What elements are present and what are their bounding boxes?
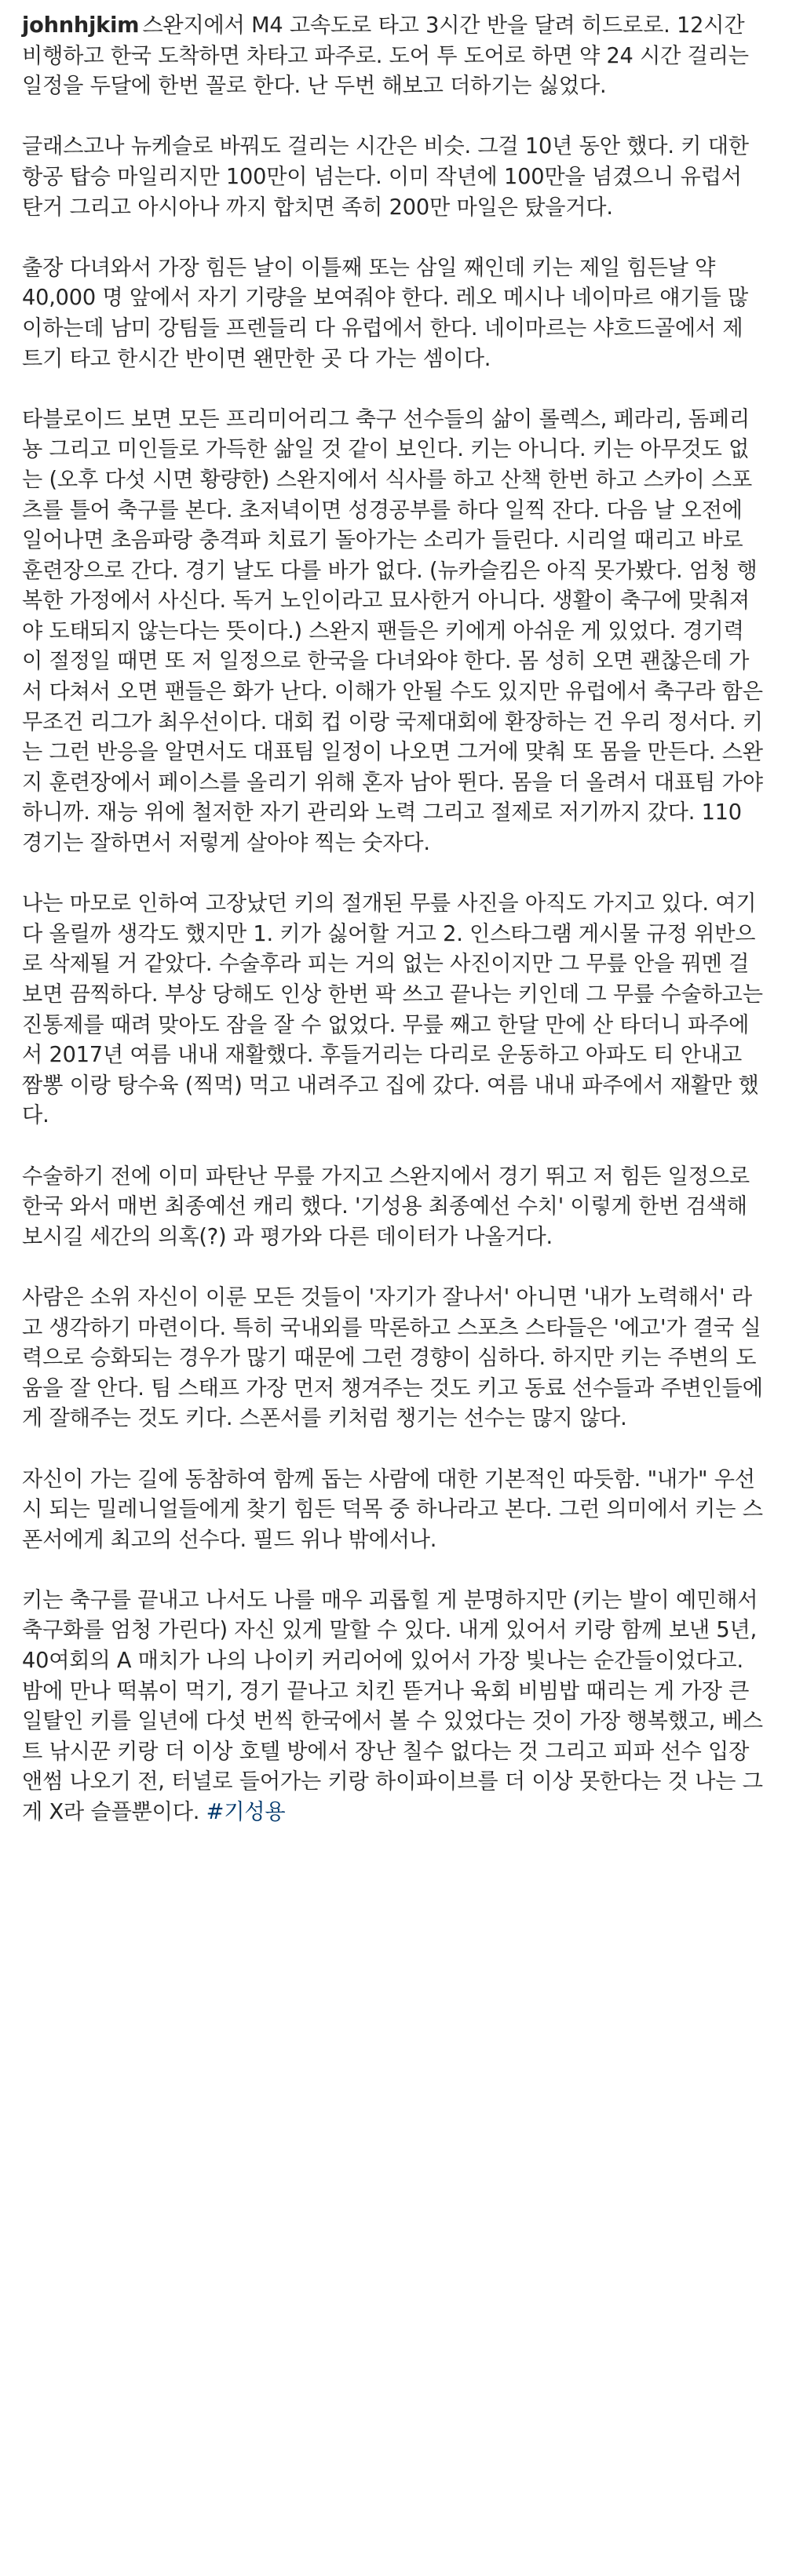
hashtag-link[interactable]: #기성용: [206, 1800, 286, 1825]
caption-paragraph-6: 수술하기 전에 이미 파탄난 무릎 가지고 스완지에서 경기 뛰고 저 힘든 일정으로 한국 와서 매번 최종예선 캐리 했다. '기성용 최종예선 수치' 이렇게 한번 검색해보시길 세간의 의혹(?) 과 평가와 다른 데이터가 나올거다.: [22, 1164, 750, 1249]
caption-paragraph-3: 출장 다녀와서 가장 힘든 날이 이틀째 또는 삼일 째인데 키는 제일 힘든날 약 40,000 명 앞에서 자기 기량을 보여줘야 한다. 레오 메시나 네이마르 얘기들 많이하는데 남미 강팀들 프렌들리 다 유럽에서 한다. 네이마르는 샤흐드골에서 제트기 타고 한시간 반이면 왠만한 곳 다 가는 셈이다.: [22, 255, 749, 371]
username-link[interactable]: johnhjkim: [22, 13, 140, 38]
caption-text-1: 스완지에서 M4 고속도로 타고 3시간 반을 달려 히드로로. 12시간 비행하고 한국 도착하면 차타고 파주로. 도어 투 도어로 하면 약 24 시간 걸리는 일정을 두달에 한번 꼴로 한다. 난 두번 해보고 더하기는 싫었다.: [22, 13, 749, 99]
caption-text-9: 키는 축구를 끝내고 나서도 나를 매우 괴롭힐 게 분명하지만 (키는 발이 예민해서 축구화를 엄청 가린다) 자신 있게 말할 수 있다. 내게 있어서 키랑 함께 보낸 5년, 40여회의 A 매치가 나의 나이키 커리어에 있어서 가장 빛나는 순간들이었다고. 밤에 만나 떡볶이 먹기, 경기 끝나고 치킨 뜯거나 육회 비빔밥 때리는 게 가장 큰 일탈인 키를 일년에 다섯 번씩 한국에서 볼 수 있었다는 것이 가장 행복했고, 베스트 낚시꾼 키랑 더 이상 호텔 방에서 장난 칠수 없다는 것 그리고 피파 선수 입장 앤썸 나오기 전, 터널로 들어가는 키랑 하이파이브를 더 이상 못한다는 것 나는 그게 X라 슬플뿐이다.: [22, 1587, 763, 1825]
caption-paragraph-4: 타블로이드 보면 모든 프리미어리그 축구 선수들의 삶이 롤렉스, 페라리, 돔페리뇽 그리고 미인들로 가득한 삶일 것 같이 보인다. 키는 아니다. 키는 아무것도 없는 (오후 다섯 시면 황량한) 스완지에서 식사를 하고 산책 한번 하고 스카이 스포츠를 틀어 축구를 본다. 초저녁이면 성경공부를 하다 일찍 잔다. 다음 날 오전에 일어나면 초음파랑 충격파 치료기 돌아가는 소리가 들린다. 시리얼 때리고 바로 훈련장으로 간다. 경기 날도 다를 바가 없다. (뉴카슬킴은 아직 못가봤다. 엄청 행복한 가정에서 사신다. 독거 노인이라고 묘사한거 아니다. 생활이 축구에 맞춰져야 도태되지 않는다는 뜻이다.) 스완지 팬들은 키에게 아쉬운 게 있었다. 경기력이 절정일 때면 또 저 일정으로 한국을 다녀와야 한다. 몸 성히 오면 괜찮은데 가서 다쳐서 오면 팬들은 화가 난다. 이해가 안될 수도 있지만 유럽에서 축구라 함은 무조건 리그가 최우선이다. 대회 컵 이랑 국제대회에 환장하는 건 우리 정서다. 키는 그런 반응을 알면서도 대표팀 일정이 나오면 그거에 맞춰 또 몸을 만든다. 스완지 훈련장에서 페이스를 올리기 위해 혼자 남아 뛴다. 몸을 더 올려서 대표팀 가야하니까. 재능 위에 철저한 자기 관리와 노력 그리고 절제로 저기까지 갔다. 110 경기는 잘하면서 저렇게 살아야 찍는 숫자다.: [22, 406, 763, 856]
caption-paragraph-2: 글래스고나 뉴케슬로 바꿔도 걸리는 시간은 비슷. 그걸 10년 동안 했다. 키 대한항공 탑승 마일리지만 100만이 넘는다. 이미 작년에 100만을 넘겼으니 유럽서 탄거 그리고 아시아나 까지 합치면 족히 200만 마일은 탔을거다.: [22, 134, 749, 220]
caption-paragraph-1: [22, 11, 763, 102]
caption-paragraph-7: 사람은 소위 자신이 이룬 모든 것들이 '자기가 잘나서' 아니면 '내가 노력해서' 라고 생각하기 마련이다. 특히 국내외를 막론하고 스포츠 스타들은 '에고'가 결국 실력으로 승화되는 경우가 많기 때문에 그런 경향이 심하다. 하지만 키는 주변의 도움을 잘 안다. 팀 스태프 가장 먼저 챙겨주는 것도 키고 동료 선수들과 주변인들에게 잘해주는 것도 키다. 스폰서를 키처럼 챙기는 선수는 많지 않다.: [22, 1284, 763, 1431]
caption-paragraph-8: 자신이 가는 길에 동참하여 함께 돕는 사람에 대한 기본적인 따듯함. "내가" 우선시 되는 밀레니얼들에게 찾기 힘든 덕목 중 하나라고 본다. 그런 의미에서 키는 스폰서에게 최고의 선수다. 필드 위나 밖에서나.: [22, 1467, 763, 1552]
caption-paragraph-9: [22, 1586, 763, 1828]
caption-paragraph-5: 나는 마모로 인하여 고장났던 키의 절개된 무릎 사진을 아직도 가지고 있다. 여기다 올릴까 생각도 했지만 1. 키가 싫어할 거고 2. 인스타그램 게시물 규정 위반으로 삭제될 거 같았다. 수술후라 피는 거의 없는 사진이지만 그 무릎 안을 꿔멘 걸 보면 끔찍하다. 부상 당해도 인상 한번 팍 쓰고 끝나는 키인데 그 무릎 수술하고는 진통제를 때려 맞아도 잠을 잘 수 없었다. 무릎 째고 한달 만에 산 타더니 파주에서 2017년 여름 내내 재활했다. 후들거리는 다리로 운동하고 아파도 티 안내고 짬뽕 이랑 탕수육 (찍먹) 먹고 내려주고 집에 갔다. 여름 내내 파주에서 재활만 했다.: [22, 891, 763, 1128]
